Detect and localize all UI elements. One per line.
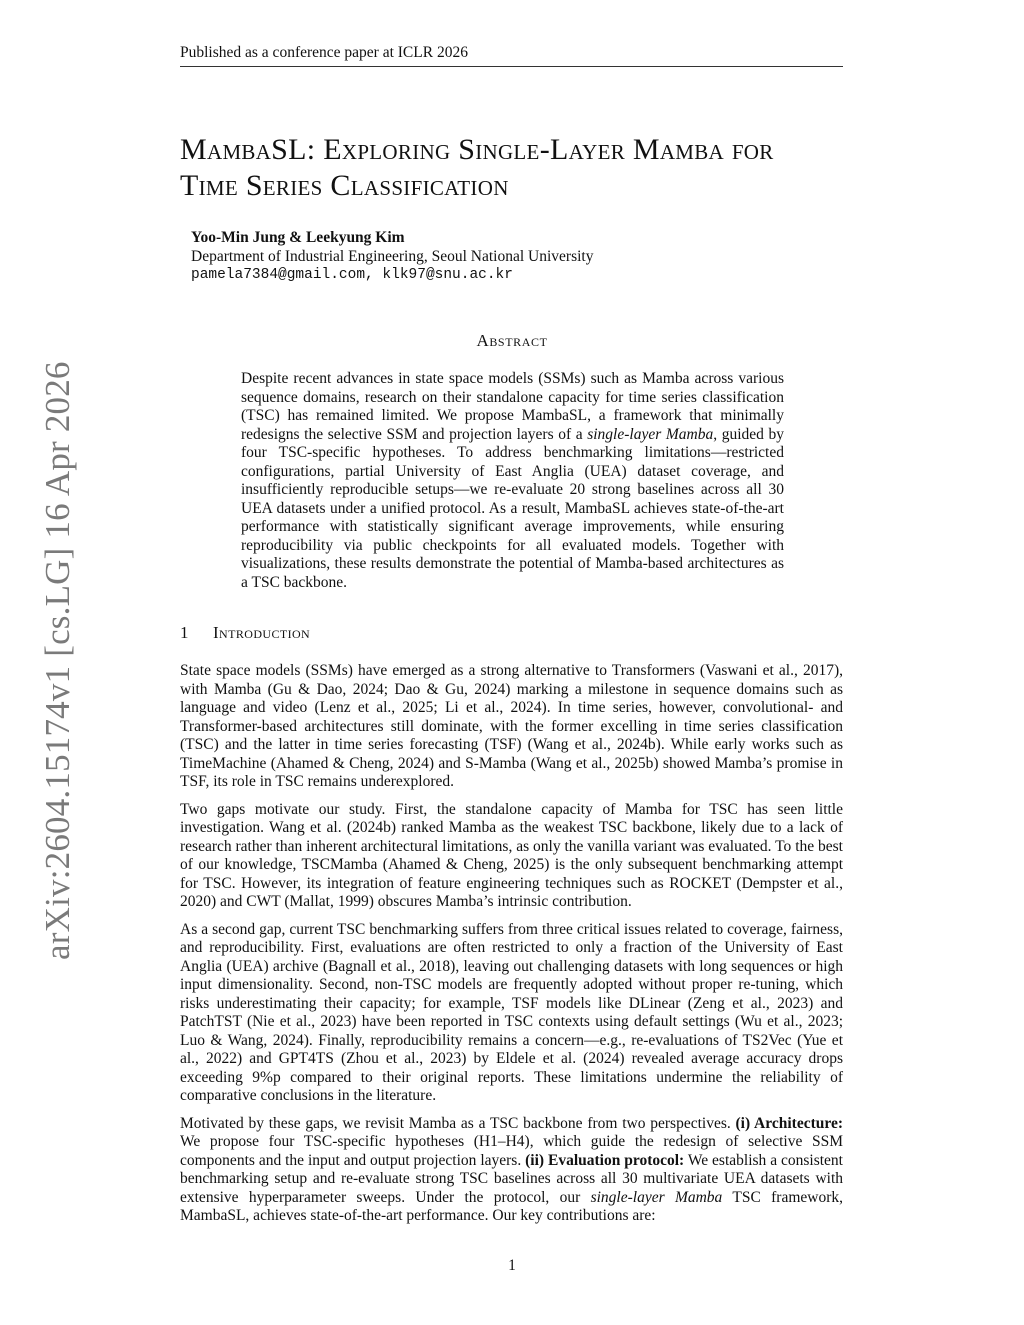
introduction-body: [180, 662, 843, 1235]
author-block: [191, 228, 593, 285]
paragraph: Two gaps motivate our study. First, the standalone capacity of Mamba for TSC has seen little investigation. Wang et al. (2024b) ranked Mamba as the weakest TSC backbone, likely due to a lack of research rather than inherent architectural limitations, as only the vanilla variant was evaluated. To the best of our knowledge, TSCMamba (Ahamed & Cheng, 2025) is the only subsequent benchmarking attempt for TSC. However, its integration of feature engineering techniques such as ROCKET (Dempster et al., 2020) and CWT (Mallat, 1999) obscures Mamba’s intrinsic contribution.: [180, 800, 843, 910]
section-title: Introduction: [213, 623, 311, 642]
arxiv-identifier: arXiv:2604.15174v1 [cs.LG] 16 Apr 2026: [38, 361, 77, 960]
running-header: Published as a conference paper at ICLR 2026: [180, 44, 843, 67]
paragraph: [180, 1115, 843, 1226]
title-line-2: Time Series Classification: [180, 169, 509, 202]
paragraph-emphasis: single-layer Mamba: [590, 1188, 723, 1206]
abstract-text: [241, 370, 784, 592]
abstract-text-part: , guided by four TSC-specific hypotheses. To address benchmarking limitations—restricted configurations, partial University of East Anglia (UEA) dataset coverage, and insufficiently reproducible setups—we re-evaluate 20 strong baselines across all 30 UEA datasets under a unified protocol. As a result, MambaSL achieves state-of-the-art performance with statistically significant average improvements, while ensuring reproducibility via public checkpoints for all evaluated models. Together with visualizations, these results demonstrate the potential of Mamba-based architectures as a TSC backbone.: [241, 425, 784, 591]
page-number: 1: [508, 1257, 516, 1274]
section-heading-introduction: [180, 623, 310, 643]
section-number: 1: [180, 623, 189, 642]
paragraph: As a second gap, current TSC benchmarking suffers from three critical issues related to coverage, fairness, and reproducibility. First, evaluations are often restricted to only a fraction of the University of East Anglia (UEA) archive (Bagnall et al., 2018), leaving out challenging datasets with long sequences or high input dimensionality. Second, non-TSC models are frequently adopted without proper re-tuning, which risks underestimating their capacity; for example, TSF models like DLinear (Zeng et al., 2023) and PatchTST (Nie et al., 2023) have been reported in TSC contexts using default settings (Wu et al., 2023; Luo & Wang, 2024). Finally, reproducibility remains a concern—e.g., re-evaluations of TS2Vec (Yue et al., 2022) and GPT4TS (Zhou et al., 2023) by Eldele et al. (2024) revealed average accuracy drops exceeding 9%p compared to their original reports. These limitations undermine the reliability of comparative conclusions in the literature.: [180, 920, 843, 1104]
author-names: Yoo-Min Jung & Leekyung Kim: [191, 229, 405, 246]
paper-title: [180, 132, 860, 204]
author-affiliation: Department of Industrial Engineering, Seoul National University: [191, 248, 594, 265]
abstract-text-part: Despite recent advances in state space models (SSMs) such as Mamba across various sequence domains, research on their standalone capacity for time series classification (TSC) has remained limited. We propose MambaSL, a framework that minimally redesigns the selective SSM and projection layers of a: [241, 370, 784, 443]
paragraph-part: Motivated by these gaps, we revisit Mamba as a TSC backbone from two perspectives.: [180, 1114, 736, 1132]
bold-label-architecture: (i) Architecture:: [735, 1114, 844, 1132]
bold-label-evaluation: (ii) Evaluation protocol:: [525, 1151, 685, 1169]
paragraph-part: TSC framework, MambaSL, achieves state-of-the-art performance. Our key contributions are:: [180, 1188, 843, 1224]
paragraph-part: We propose four TSC-specific hypotheses (H1–H4), which guide the redesign of selective SSM components and the input and output projection layers.: [180, 1133, 843, 1169]
paragraph-part: We establish a consistent benchmarking setup and re-evaluate strong TSC baselines across all 30 multivariate UEA datasets with extensive hyperparameter sweeps. Under the protocol, our: [180, 1151, 843, 1206]
author-emails: pamela7384@gmail.com, klk97@snu.ac.kr: [191, 267, 513, 283]
abstract-heading: Abstract: [476, 331, 548, 350]
title-line-1: MambaSL: Exploring Single-Layer Mamba for: [180, 133, 774, 166]
abstract-emphasis: single-layer Mamba: [587, 425, 714, 443]
paragraph: State space models (SSMs) have emerged as a strong alternative to Transformers (Vaswani et al., 2017), with Mamba (Gu & Dao, 2024; Dao & Gu, 2024) marking a milestone in sequence domains such as language and video (Lenz et al., 2025; Li et al., 2024). In time series, however, convolutional- and Transformer-based architectures still dominate, with the former excelling in time series classification (TSC) and the latter in time series forecasting (TSF) (Wang et al., 2024b). While early works such as TimeMachine (Ahamed & Cheng, 2024) and S-Mamba (Wang et al., 2025b) showed Mamba’s promise in TSF, its role in TSC remains underexplored.: [180, 662, 843, 790]
